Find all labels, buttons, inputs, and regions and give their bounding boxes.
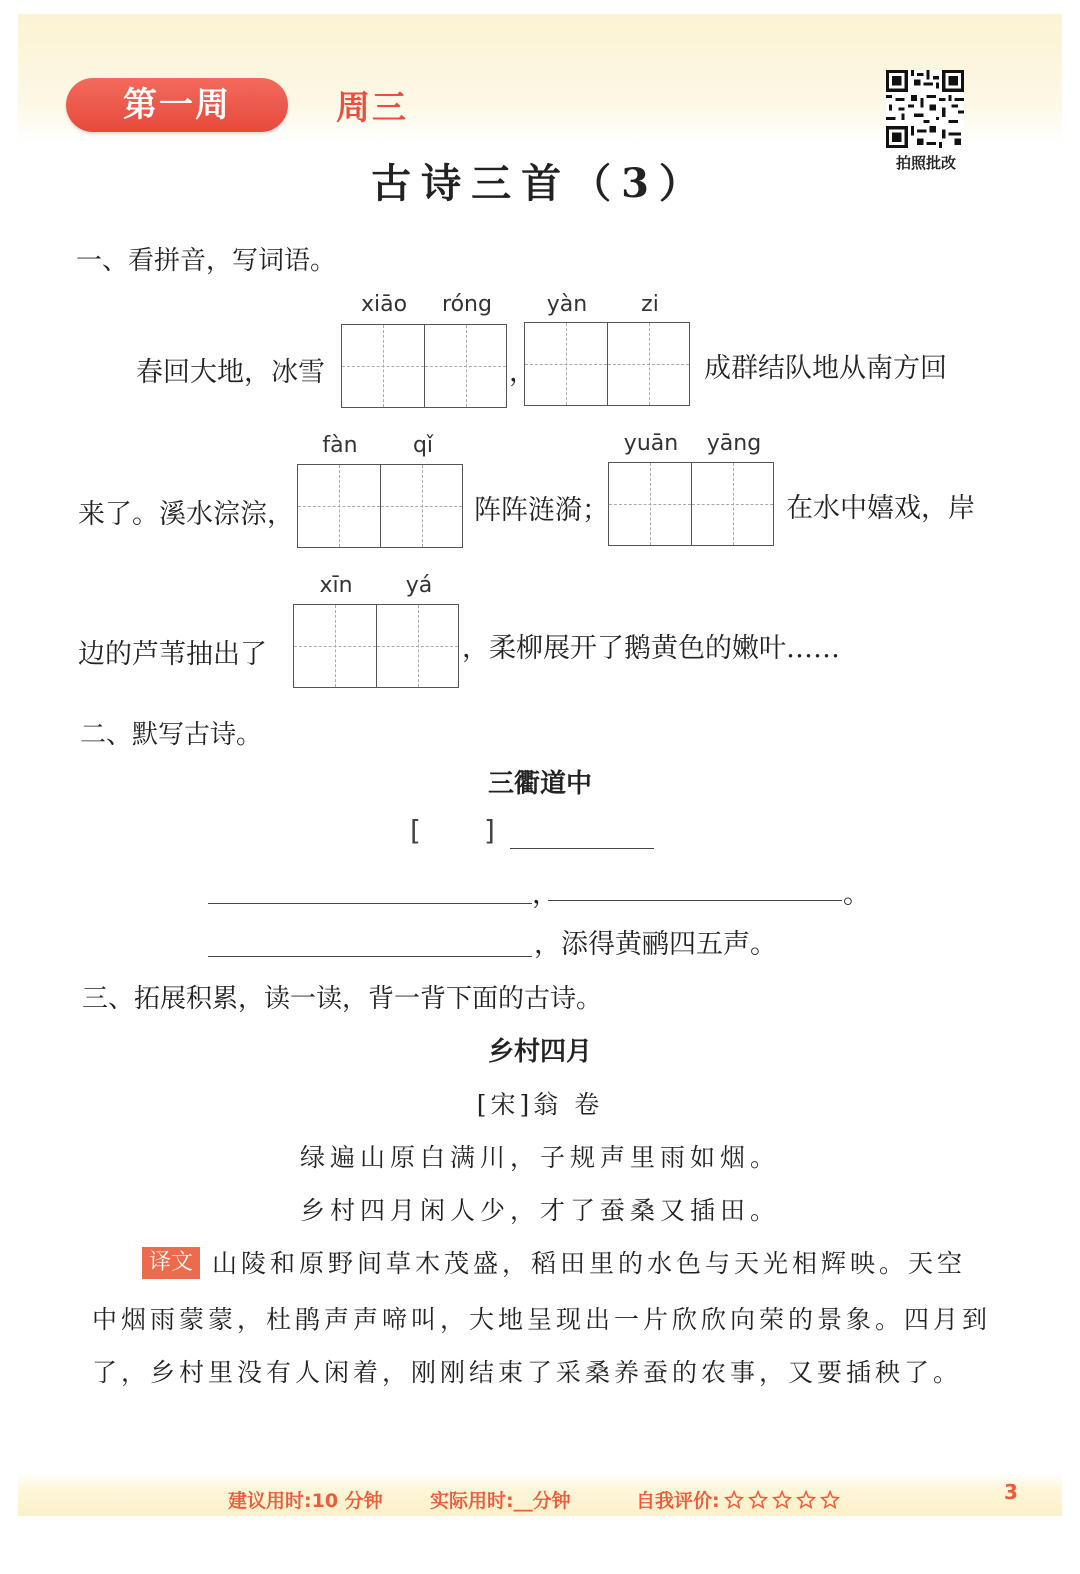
poem-title-xiangcun: 乡村四月	[487, 1037, 592, 1067]
poem-line1-comma: ，	[532, 879, 559, 910]
translation-line-1: 山陵和原野间草木茂盛，稻田里的水色与天光相辉映。天空	[212, 1249, 967, 1278]
answer-grid-fanqi[interactable]	[297, 464, 463, 548]
poem-line-1: 绿遍山原白满川，子规声里雨如烟。	[299, 1143, 780, 1172]
actual-time: 实际用时:__分钟	[430, 1490, 571, 1512]
poem-line2-blank[interactable]	[208, 956, 532, 957]
poem-author: [宋]翁 卷	[476, 1090, 604, 1119]
row2-middle: 阵阵涟漪；	[474, 495, 609, 526]
suggested-time: 建议用时:10 分钟	[228, 1490, 383, 1512]
poem-line1-period: 。	[843, 879, 870, 910]
pinyin-rong: róng	[442, 292, 492, 317]
row1-suffix: 成群结队地从南方回	[704, 353, 947, 384]
pinyin-ya: yá	[405, 573, 433, 598]
dynasty-bracket-open: [	[410, 814, 421, 847]
week-label: 第一周	[66, 78, 288, 132]
pinyin-zi: zi	[641, 292, 659, 317]
poem-line1-blank-b[interactable]	[548, 900, 842, 901]
page-title: 古诗三首（3）	[371, 160, 709, 207]
section1-heading: 一、看拼音，写词语。	[76, 246, 337, 276]
pinyin-xiao: xiāo	[360, 292, 408, 317]
section3-heading: 三、拓展积累，读一读，背一背下面的古诗。	[82, 984, 603, 1014]
pinyin-yuan: yuān	[623, 431, 679, 456]
row1-separator: ，	[509, 357, 536, 388]
author-blank[interactable]	[510, 848, 654, 849]
translation-line-3: 了，乡村里没有人闲着，刚刚结束了采桑养蚕的农事，又要插秧了。	[92, 1358, 963, 1387]
answer-grid-yuanyang[interactable]	[608, 462, 774, 546]
pinyin-qi: qǐ	[412, 433, 434, 458]
star-icon[interactable]	[820, 1490, 840, 1510]
row3-prefix: 边的芦苇抽出了	[78, 639, 267, 670]
star-icon[interactable]	[772, 1490, 792, 1510]
qr-caption: 拍照批改	[895, 154, 956, 172]
row2-prefix: 来了。溪水淙淙，	[78, 499, 294, 530]
poem-line2-suffix: ，添得黄鹂四五声。	[534, 929, 777, 960]
self-evaluation	[636, 1486, 840, 1513]
poem-line1-blank-a[interactable]	[208, 903, 532, 904]
star-icon[interactable]	[796, 1490, 816, 1510]
qr-code-icon[interactable]	[886, 70, 964, 148]
self-evaluation-label: 自我评价:	[636, 1490, 720, 1512]
dynasty-bracket-close: ]	[484, 814, 495, 847]
translation-line-2: 中烟雨蒙蒙，杜鹃声声啼叫，大地呈现出一片欣欣向荣的景象。四月到	[92, 1305, 992, 1334]
row3-suffix: ，柔柳展开了鹅黄色的嫩叶……	[462, 633, 840, 664]
pinyin-fan: fàn	[322, 433, 358, 458]
section2-heading: 二、默写古诗。	[80, 720, 263, 750]
star-icon[interactable]	[724, 1490, 744, 1510]
row2-suffix: 在水中嬉戏，岸	[786, 493, 975, 524]
pinyin-xin: xīn	[319, 573, 353, 598]
pinyin-yan: yàn	[546, 292, 588, 317]
answer-grid-yanzi[interactable]	[524, 322, 690, 406]
answer-grid-xiaorong[interactable]	[341, 324, 507, 408]
page-number: 3	[1004, 1480, 1018, 1504]
answer-grid-xinya[interactable]	[293, 604, 459, 688]
pinyin-yang: yāng	[706, 431, 762, 456]
row1-prefix: 春回大地，冰雪	[136, 357, 325, 388]
translation-badge: 译文	[142, 1247, 200, 1279]
rating-stars[interactable]	[720, 1490, 840, 1512]
star-icon[interactable]	[748, 1490, 768, 1510]
poem-title-sanqu: 三衢道中	[487, 769, 592, 799]
day-label: 周三	[336, 88, 408, 128]
poem-line-2: 乡村四月闲人少，才了蚕桑又插田。	[299, 1196, 780, 1225]
